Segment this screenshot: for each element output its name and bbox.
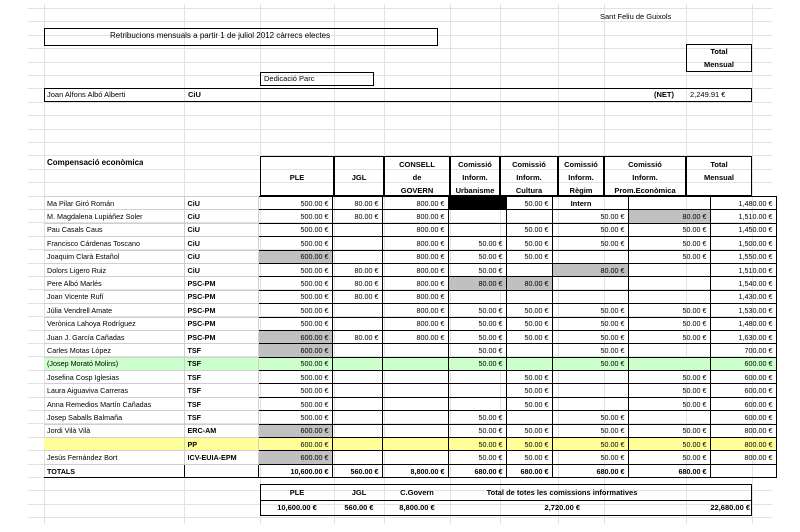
amount-cell (332, 438, 382, 451)
amount-cell: 50.00 € (506, 371, 552, 384)
amount-cell: 1,510.00 € (710, 263, 776, 276)
amount-cell: 1,630.00 € (710, 330, 776, 343)
amount-cell: 50.00 € (552, 357, 628, 370)
amount-cell: 50.00 € (628, 237, 710, 250)
member-party: CiU (184, 250, 258, 263)
amount-cell (448, 397, 506, 410)
amount-cell (332, 411, 382, 424)
column-header-line: GOVERN (400, 186, 434, 195)
amount-cell: 80.00 € (332, 263, 382, 276)
member-name: Júlia Vendrell Amate (44, 304, 184, 317)
mayor-row (44, 88, 752, 102)
amount-cell (382, 384, 448, 397)
table-row (44, 424, 776, 437)
summary-cgovern-value: 8,800.00 € (399, 503, 435, 512)
amount-cell: 600.00 € (258, 451, 332, 464)
amount-cell: 50.00 € (448, 304, 506, 317)
column-header-7 (686, 156, 752, 196)
amount-cell (382, 397, 448, 410)
column-header-line: Comissió (564, 160, 598, 169)
summary-comissions-value: 2,720.00 € (544, 503, 580, 512)
amount-cell: 50.00 € (552, 451, 628, 464)
member-name: Pere Albó Marlés (44, 277, 184, 290)
amount-cell (382, 451, 448, 464)
amount-cell: 50.00 € (506, 250, 552, 263)
column-header-line: PLE (289, 173, 305, 182)
amount-cell: 80.00 € (448, 277, 506, 290)
amount-cell (552, 197, 628, 210)
member-name: Pau Casals Caus (44, 223, 184, 236)
amount-cell: 80.00 € (628, 210, 710, 223)
amount-cell: 50.00 € (552, 237, 628, 250)
amount-cell: 50.00 € (552, 210, 628, 223)
column-header-line: Règim Intern (569, 186, 593, 208)
table-row (44, 330, 776, 343)
amount-cell: 50.00 € (628, 317, 710, 330)
amount-cell: 700.00 € (710, 344, 776, 357)
amount-cell (506, 357, 552, 370)
amount-cell: 500.00 € (258, 277, 332, 290)
column-header-4 (500, 156, 558, 196)
amount-cell: 50.00 € (552, 223, 628, 236)
amount-cell: 50.00 € (628, 451, 710, 464)
table-row (44, 411, 776, 424)
amount-cell (382, 357, 448, 370)
amount-cell (332, 223, 382, 236)
amount-cell: 500.00 € (258, 210, 332, 223)
table-row (44, 237, 776, 250)
member-name: Josep Saballs Balmaña (44, 411, 184, 424)
table-row (44, 197, 776, 210)
column-header-line: de (412, 173, 422, 182)
member-name: Dolors Ligero Ruiz (44, 263, 184, 276)
amount-cell: 50.00 € (506, 223, 552, 236)
amount-cell: 600.00 € (710, 411, 776, 424)
column-header-line: Total (710, 160, 728, 169)
total-mensual-header-l2: Mensual (703, 60, 734, 69)
amount-cell: 500.00 € (258, 223, 332, 236)
amount-cell: 1,480.00 € (710, 197, 776, 210)
member-party: PSC-PM (184, 277, 258, 290)
table-row (44, 263, 776, 276)
amount-cell: 80.00 € (332, 290, 382, 303)
amount-cell: 80.00 € (332, 197, 382, 210)
column-header-line: Inform. (516, 173, 542, 182)
table-row (44, 451, 776, 464)
member-party: PSC-PM (184, 330, 258, 343)
amount-cell: 50.00 € (628, 371, 710, 384)
table-row (44, 344, 776, 357)
amount-cell (332, 304, 382, 317)
member-name: Carles Motas López (44, 344, 184, 357)
member-name: Verònica Lahoya Rodríguez (44, 317, 184, 330)
amount-cell: 50.00 € (448, 237, 506, 250)
amount-cell (552, 290, 628, 303)
member-party: CiU (184, 263, 258, 276)
table-row (44, 290, 776, 303)
column-header-0 (260, 156, 334, 196)
amount-cell: 80.00 € (552, 263, 628, 276)
member-name: (Josep Morató Molins) (44, 357, 184, 370)
amount-cell: 800.00 € (710, 438, 776, 451)
amount-cell: 1,480.00 € (710, 317, 776, 330)
amount-cell: 50.00 € (506, 197, 552, 210)
member-party: TSF (184, 384, 258, 397)
member-party: ERC-AM (184, 424, 258, 437)
column-header-line: Comissió (458, 160, 492, 169)
column-header-line: Inform. (568, 173, 594, 182)
amount-cell: 50.00 € (506, 330, 552, 343)
amount-cell: 600.00 € (258, 344, 332, 357)
amount-cell (332, 371, 382, 384)
amount-cell: 50.00 € (628, 330, 710, 343)
amount-cell: 50.00 € (506, 384, 552, 397)
amount-cell (448, 223, 506, 236)
member-party: CiU (184, 210, 258, 223)
member-party: ICV-EUIA-EPM (184, 451, 258, 464)
column-header-line (261, 158, 333, 171)
amount-cell (628, 290, 710, 303)
table-row (44, 223, 776, 236)
amount-cell (382, 411, 448, 424)
total-cell (710, 464, 776, 477)
amount-cell: 50.00 € (448, 424, 506, 437)
amount-cell: 50.00 € (448, 451, 506, 464)
amount-cell: 80.00 € (332, 277, 382, 290)
amount-cell: 500.00 € (258, 371, 332, 384)
grid-row-line (28, 48, 772, 49)
amount-cell: 50.00 € (448, 317, 506, 330)
amount-cell: 800.00 € (382, 304, 448, 317)
amount-cell: 50.00 € (628, 250, 710, 263)
amount-cell: 1,450.00 € (710, 223, 776, 236)
amount-cell: 50.00 € (552, 317, 628, 330)
amount-cell: 800.00 € (382, 197, 448, 210)
amount-cell: 50.00 € (506, 397, 552, 410)
grid-row-line (28, 8, 772, 9)
amount-cell (332, 424, 382, 437)
amount-cell: 50.00 € (552, 424, 628, 437)
amount-cell (332, 451, 382, 464)
amount-cell: 50.00 € (628, 384, 710, 397)
amount-cell (506, 210, 552, 223)
member-party: CiU (184, 197, 258, 210)
amount-cell: 600.00 € (710, 357, 776, 370)
grid-row-line (28, 115, 772, 116)
member-party: PSC-PM (184, 317, 258, 330)
amount-cell: 50.00 € (552, 330, 628, 343)
column-header-line: Inform. (632, 173, 658, 182)
member-party: TSF (184, 344, 258, 357)
summary-ple-label: PLE (289, 488, 305, 497)
column-header-5 (558, 156, 604, 208)
totals-row (44, 464, 776, 477)
member-name: Josefina Cosp Iglesias (44, 371, 184, 384)
amount-cell (382, 371, 448, 384)
column-header-line: Urbanisme (455, 186, 495, 195)
column-header-1 (334, 156, 384, 196)
total-cell: 560.00 € (332, 464, 382, 477)
total-cell: 680.00 € (552, 464, 628, 477)
amount-cell (506, 344, 552, 357)
member-party: PSC-PM (184, 290, 258, 303)
amount-cell (628, 344, 710, 357)
table-row (44, 317, 776, 330)
totals-label: TOTALS (44, 464, 184, 477)
table-row (44, 250, 776, 263)
amount-cell: 50.00 € (506, 304, 552, 317)
mayor-name: Joan Alfons Albó Alberti (47, 90, 126, 99)
summary-ple-value: 10,600.00 € (277, 503, 317, 512)
summary-cgovern-label: C.Govern (400, 488, 434, 497)
amount-cell (506, 290, 552, 303)
amount-cell (628, 277, 710, 290)
grid-row-line (28, 142, 772, 143)
amount-cell (552, 371, 628, 384)
member-party: TSF (184, 371, 258, 384)
amount-cell: 50.00 € (506, 451, 552, 464)
amount-cell: 500.00 € (258, 357, 332, 370)
amount-cell: 500.00 € (258, 263, 332, 276)
amount-cell: 800.00 € (382, 317, 448, 330)
member-name: Jesús Fernández Bort (44, 451, 184, 464)
amount-cell (628, 197, 710, 210)
amount-cell: 50.00 € (628, 438, 710, 451)
amount-cell: 50.00 € (448, 250, 506, 263)
amount-cell: 800.00 € (710, 451, 776, 464)
amount-cell: 80.00 € (506, 277, 552, 290)
amount-cell (332, 317, 382, 330)
amount-cell: 800.00 € (382, 223, 448, 236)
summary-grand-total: 22,680.00 € (710, 503, 750, 512)
amount-cell (382, 438, 448, 451)
amount-cell: 50.00 € (448, 438, 506, 451)
amount-cell: 800.00 € (382, 210, 448, 223)
table-row (44, 371, 776, 384)
amount-cell: 50.00 € (448, 330, 506, 343)
amount-cell: 800.00 € (382, 330, 448, 343)
table-row (44, 357, 776, 370)
amount-cell (382, 344, 448, 357)
grid-row-line (28, 129, 772, 130)
total-cell: 680.00 € (448, 464, 506, 477)
amount-cell: 500.00 € (258, 397, 332, 410)
mayor-net-value: 2,249.91 € (690, 90, 726, 99)
member-party: TSF (184, 357, 258, 370)
member-name: Jordi Vilà Vilà (44, 424, 184, 437)
amount-cell (332, 237, 382, 250)
mayor-party: CiU (188, 90, 201, 99)
amount-cell: 50.00 € (552, 411, 628, 424)
member-party: TSF (184, 397, 258, 410)
amount-cell (552, 250, 628, 263)
table-row (44, 397, 776, 410)
column-header-6 (604, 156, 686, 196)
amount-cell (332, 384, 382, 397)
amount-cell (332, 250, 382, 263)
column-header-line: JGL (351, 173, 367, 182)
amount-cell: 1,430.00 € (710, 290, 776, 303)
amount-cell (448, 371, 506, 384)
amount-cell: 50.00 € (628, 304, 710, 317)
amount-cell: 500.00 € (258, 237, 332, 250)
amount-cell (332, 397, 382, 410)
amount-cell: 1,510.00 € (710, 210, 776, 223)
amount-cell: 600.00 € (258, 438, 332, 451)
grid-row-line (28, 62, 772, 63)
member-party: CiU (184, 237, 258, 250)
table-row (44, 304, 776, 317)
amount-cell: 1,530.00 € (710, 304, 776, 317)
member-name: Francisco Cárdenas Toscano (44, 237, 184, 250)
amount-cell: 600.00 € (710, 397, 776, 410)
amount-cell: 1,500.00 € (710, 237, 776, 250)
summary-jgl-label: JGL (351, 488, 367, 497)
total-cell: 8,800.00 € (382, 464, 448, 477)
amount-cell: 50.00 € (506, 317, 552, 330)
column-header-line (335, 158, 383, 171)
amount-cell: 800.00 € (382, 263, 448, 276)
amount-cell: 50.00 € (552, 344, 628, 357)
amount-cell: 600.00 € (258, 424, 332, 437)
amount-cell: 50.00 € (506, 438, 552, 451)
page-title: Retribucions mensuals a partir 1 de juliol 2012 càrrecs electes (110, 31, 331, 40)
table-row (44, 210, 776, 223)
amount-cell: 800.00 € (382, 237, 448, 250)
amount-cell: 500.00 € (258, 290, 332, 303)
member-name: Joaquim Clarà Estañol (44, 250, 184, 263)
amount-cell: 50.00 € (448, 411, 506, 424)
amount-cell: 50.00 € (448, 357, 506, 370)
amount-cell: 50.00 € (506, 237, 552, 250)
member-name (44, 438, 184, 451)
member-name: Laura Aiguaviva Carreras (44, 384, 184, 397)
amount-cell: 600.00 € (258, 330, 332, 343)
amount-cell (448, 210, 506, 223)
amount-cell: 80.00 € (332, 210, 382, 223)
totals-party-cell (184, 464, 258, 477)
amount-cell (552, 397, 628, 410)
member-party: PSC-PM (184, 304, 258, 317)
location-label: Sant Feliu de Guixols (600, 12, 672, 21)
grid-row-line (28, 21, 772, 22)
member-name: Ma Pilar Giró Román (44, 197, 184, 210)
amount-cell: 50.00 € (552, 438, 628, 451)
column-header-3 (450, 156, 500, 196)
amount-cell: 800.00 € (382, 277, 448, 290)
amount-cell: 500.00 € (258, 411, 332, 424)
amount-cell (332, 357, 382, 370)
amount-cell: 800.00 € (710, 424, 776, 437)
member-party: CiU (184, 223, 258, 236)
column-header-line: Prom.Econòmica (614, 186, 676, 195)
amount-cell: 50.00 € (506, 424, 552, 437)
column-header-2 (384, 156, 450, 196)
amount-cell (628, 357, 710, 370)
grid-row-line (28, 517, 772, 518)
column-header-line: Mensual (703, 173, 734, 182)
member-name: Joan Vicente Rufí (44, 290, 184, 303)
payments-table (44, 196, 777, 478)
column-header-line: Comissió (628, 160, 662, 169)
column-header-line: Inform. (462, 173, 488, 182)
summary-jgl-value: 560.00 € (344, 503, 374, 512)
member-party: PP (184, 438, 258, 451)
total-cell: 10,600.00 € (258, 464, 332, 477)
amount-cell: 50.00 € (448, 263, 506, 276)
table-row (44, 277, 776, 290)
amount-cell: 50.00 € (628, 424, 710, 437)
amount-cell: 600.00 € (710, 384, 776, 397)
amount-cell (506, 263, 552, 276)
amount-cell (506, 411, 552, 424)
amount-cell (448, 197, 506, 210)
amount-cell (332, 344, 382, 357)
amount-cell: 1,550.00 € (710, 250, 776, 263)
summary-comissions-label: Total de totes les comissions informatives (486, 488, 638, 497)
member-name: Juan J. García Cañadas (44, 330, 184, 343)
amount-cell (382, 424, 448, 437)
section-title: Compensació econòmica (47, 158, 144, 167)
amount-cell (628, 263, 710, 276)
amount-cell: 50.00 € (448, 344, 506, 357)
dedicacio-label: Dedicació Parc (264, 74, 315, 83)
amount-cell: 50.00 € (628, 223, 710, 236)
member-name: M. Magdalena Lupiáñez Soler (44, 210, 184, 223)
amount-cell: 500.00 € (258, 384, 332, 397)
table-row (44, 384, 776, 397)
total-mensual-header-l1: Total (710, 47, 728, 56)
total-cell: 680.00 € (628, 464, 710, 477)
member-party: TSF (184, 411, 258, 424)
column-header-line: Comissió (512, 160, 546, 169)
total-cell: 680.00 € (506, 464, 552, 477)
amount-cell: 600.00 € (710, 371, 776, 384)
amount-cell (552, 277, 628, 290)
amount-cell (448, 290, 506, 303)
table-row (44, 438, 776, 451)
amount-cell: 800.00 € (382, 290, 448, 303)
amount-cell: 600.00 € (258, 250, 332, 263)
amount-cell: 50.00 € (628, 397, 710, 410)
grid-row-line (28, 75, 772, 76)
member-name: Anna Remedios Martín Cañadas (44, 397, 184, 410)
mayor-net-label: (NET) (654, 90, 674, 99)
amount-cell (448, 384, 506, 397)
amount-cell: 500.00 € (258, 197, 332, 210)
amount-cell: 500.00 € (258, 317, 332, 330)
amount-cell: 500.00 € (258, 304, 332, 317)
column-header-line: Cultura (515, 186, 543, 195)
amount-cell: 80.00 € (332, 330, 382, 343)
amount-cell: 1,540.00 € (710, 277, 776, 290)
amount-cell: 50.00 € (552, 304, 628, 317)
amount-cell (628, 411, 710, 424)
amount-cell (552, 384, 628, 397)
column-header-line: CONSELL (399, 160, 435, 169)
amount-cell: 800.00 € (382, 250, 448, 263)
